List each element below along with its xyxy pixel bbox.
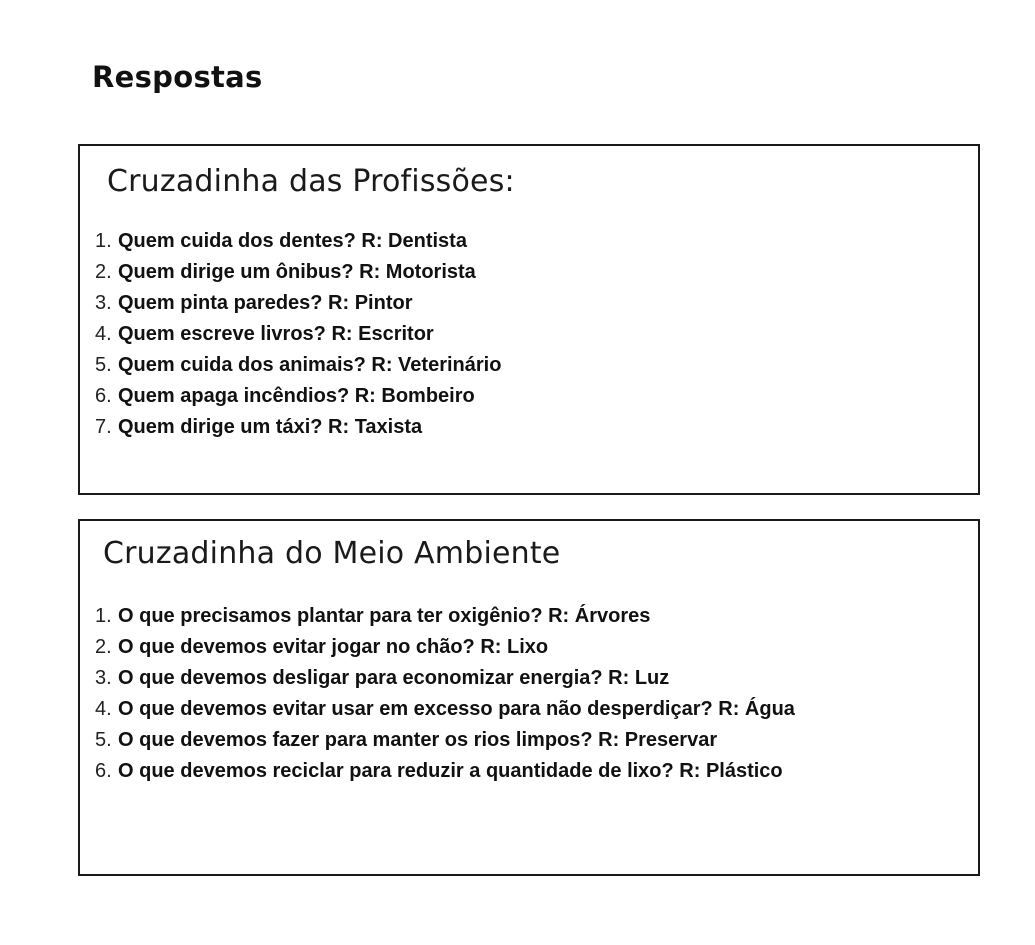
item-number: 4. xyxy=(95,323,112,345)
answer-item xyxy=(95,416,501,447)
section-meio-ambiente xyxy=(78,519,980,876)
answer-text: Quem apaga incêndios? R: Bombeiro xyxy=(118,385,475,407)
item-number: 3. xyxy=(95,292,112,314)
answer-text: Quem escreve livros? R: Escritor xyxy=(118,323,434,345)
answer-text: Quem cuida dos dentes? R: Dentista xyxy=(118,230,467,252)
answer-text: O que devemos evitar usar em excesso para não desperdiçar? R: Água xyxy=(118,698,795,720)
section-title: Cruzadinha do Meio Ambiente xyxy=(103,536,561,571)
answer-item xyxy=(95,605,795,636)
item-number: 6. xyxy=(95,760,112,782)
item-number: 6. xyxy=(95,385,112,407)
answer-item xyxy=(95,323,501,354)
page-title: Respostas xyxy=(92,60,263,94)
answer-item xyxy=(95,698,795,729)
answer-item xyxy=(95,760,795,791)
answer-text: O que devemos desligar para economizar energia? R: Luz xyxy=(118,667,670,689)
answer-item xyxy=(95,729,795,760)
answer-list xyxy=(95,605,795,791)
answer-text: O que devemos evitar jogar no chão? R: Lixo xyxy=(118,636,549,658)
answer-item xyxy=(95,636,795,667)
answer-item xyxy=(95,230,501,261)
answer-item xyxy=(95,667,795,698)
item-number: 7. xyxy=(95,416,112,438)
section-title: Cruzadinha das Profissões: xyxy=(107,164,515,199)
item-number: 1. xyxy=(95,605,112,627)
answer-text: Quem dirige um ônibus? R: Motorista xyxy=(118,261,476,283)
item-number: 5. xyxy=(95,354,112,376)
answer-text: O que devemos reciclar para reduzir a quantidade de lixo? R: Plástico xyxy=(118,760,783,782)
answer-item xyxy=(95,354,501,385)
answer-list xyxy=(95,230,501,447)
answer-item xyxy=(95,261,501,292)
answer-text: Quem dirige um táxi? R: Taxista xyxy=(118,416,423,438)
item-number: 5. xyxy=(95,729,112,751)
answer-text: O que devemos fazer para manter os rios limpos? R: Preservar xyxy=(118,729,718,751)
answer-text: O que precisamos plantar para ter oxigênio? R: Árvores xyxy=(118,605,651,627)
item-number: 3. xyxy=(95,667,112,689)
answer-item xyxy=(95,292,501,323)
section-profissoes xyxy=(78,144,980,495)
item-number: 2. xyxy=(95,636,112,658)
answer-text: Quem cuida dos animais? R: Veterinário xyxy=(118,354,502,376)
answer-text: Quem pinta paredes? R: Pintor xyxy=(118,292,413,314)
item-number: 4. xyxy=(95,698,112,720)
item-number: 2. xyxy=(95,261,112,283)
answer-item xyxy=(95,385,501,416)
item-number: 1. xyxy=(95,230,112,252)
